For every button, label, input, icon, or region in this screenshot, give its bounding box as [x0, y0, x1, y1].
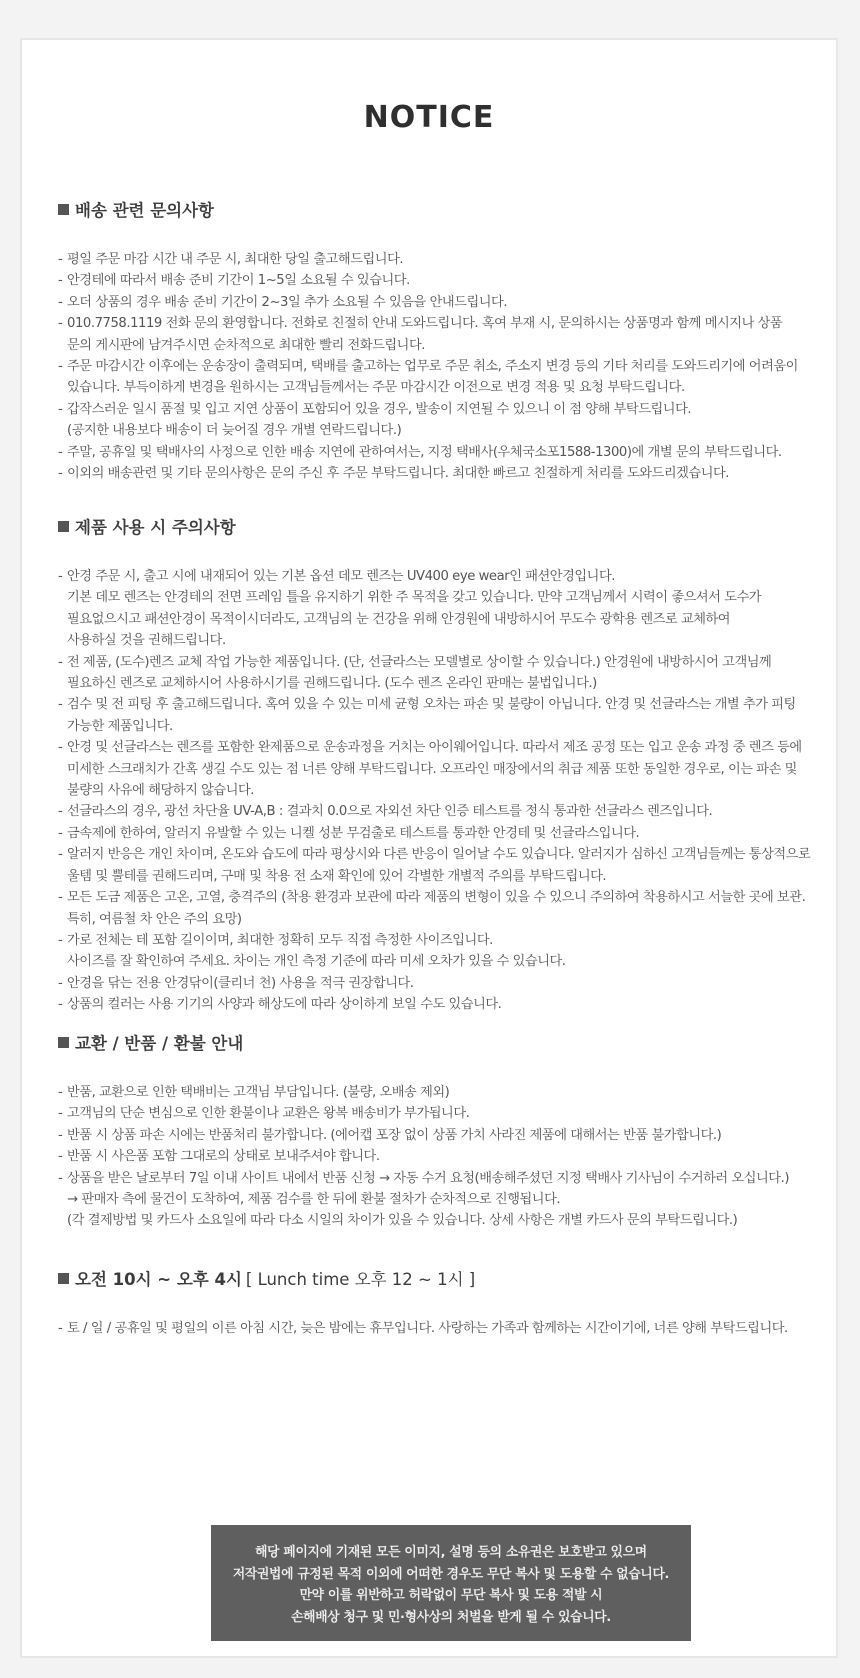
list-item [58, 930, 838, 951]
list-item [58, 1146, 838, 1167]
dash-bullet: - [58, 697, 63, 713]
list-item [58, 587, 838, 608]
list-item-text: 가로 전체는 테 포함 길이이며, 최대한 정확히 모두 직접 측정한 사이즈입니다. [67, 932, 493, 948]
list-item-text: 필요하신 렌즈로 교체하시어 사용하시기를 권해드립니다. (도수 렌즈 온라인 판매는 불법입니다.) [67, 676, 597, 692]
list-item [58, 335, 838, 356]
square-bullet-icon [58, 1037, 69, 1048]
list-item [58, 909, 838, 930]
list-item-text: 검수 및 전 피팅 후 출고해드립니다. 혹여 있을 수 있는 미세 균형 오차는 파손 및 불량이 아닙니다. 안경 및 선글라스는 개별 추가 피팅 [67, 697, 796, 713]
section-items [58, 1318, 838, 1339]
list-item-text: 주말, 공휴일 및 택배사의 사정으로 인한 배송 지연에 관하여서는, 지정 택배사(우체국소포1588-1300)에 개별 문의 부탁드립니다. [67, 444, 782, 460]
list-item-text: 안경테에 따라서 배송 준비 기간이 1~5일 소요될 수 있습니다. [67, 273, 410, 289]
section-heading [58, 1030, 838, 1054]
dash-bullet: - [58, 1106, 63, 1122]
list-item [58, 716, 838, 737]
dash-bullet: - [58, 804, 63, 820]
list-item [58, 823, 838, 844]
list-item-text: 오더 상품의 경우 배송 준비 기간이 2~3일 추가 소요될 수 있음을 안내드립니다. [67, 294, 508, 310]
section-heading-text: 제품 사용 시 주의사항 [75, 518, 236, 537]
list-item-text: 고객님의 단순 변심으로 인한 환불이나 교환은 왕복 배송비가 부가됩니다. [67, 1106, 470, 1122]
list-item [58, 1318, 838, 1339]
list-item [58, 1168, 838, 1189]
list-item-text: 필요없으시고 패션안경이 목적이시더라도, 고객님의 눈 건강을 위해 안경원에 내방하시어 무도수 광학용 렌즈로 교체하여 [67, 611, 731, 627]
page-title: NOTICE [354, 100, 505, 135]
list-item-text: 불량의 사유에 해당하지 않습니다. [67, 783, 255, 799]
section-product-care [58, 514, 838, 1016]
list-item-text: 문의 게시판에 남겨주시면 순차적으로 최대한 빨리 전화드립니다. [67, 337, 425, 353]
section-heading [58, 197, 838, 221]
list-item-text: 모든 도금 제품은 고온, 고열, 충격주의 (착용 환경과 보관에 따라 제품의 변형이 있을 수 있으니 주의하여 착용하시고 서늘한 곳에 보관. [67, 890, 806, 906]
copyright-line: 해당 페이지에 기재된 모든 이미지, 설명 등의 소유권은 보호받고 있으며 [255, 1545, 647, 1560]
list-item [58, 377, 838, 398]
list-item-text: (각 결제방법 및 카드사 소요일에 따라 다소 시일의 차이가 있을 수 있습니다. 상세 사항은 개별 카드사 문의 부탁드립니다.) [67, 1213, 738, 1229]
dash-bullet: - [58, 466, 63, 482]
list-item [58, 759, 838, 780]
dash-bullet: - [58, 740, 63, 756]
list-item [58, 566, 838, 587]
copyright-line: 저작권법에 규정된 목적 이외에 어떠한 경우도 무단 복사 및 도용할 수 없습니다. [232, 1566, 670, 1582]
list-item [58, 420, 838, 441]
dash-bullet: - [58, 294, 63, 310]
list-item-text: 전 제품, (도수)렌즈 교체 작업 가능한 제품입니다. (단, 선글라스는 모델별로 상이할 수 있습니다.) 안경원에 내방하시어 고객님께 [67, 654, 772, 670]
dash-bullet: - [58, 1170, 63, 1186]
list-item [58, 313, 838, 334]
list-item-text: 반품, 교환으로 인한 택배비는 고객님 부담입니다. (불량, 오배송 제외) [67, 1085, 450, 1100]
list-item-text: 가능한 제품입니다. [67, 718, 173, 734]
list-item [58, 249, 838, 270]
section-items [58, 566, 838, 1016]
dash-bullet: - [58, 932, 63, 948]
square-bullet-icon [58, 521, 69, 532]
section-hours [58, 1266, 838, 1339]
dash-bullet: - [58, 359, 63, 375]
list-item [58, 994, 838, 1015]
dash-bullet: - [58, 569, 63, 584]
notice-frame [20, 38, 838, 1658]
dash-bullet: - [58, 444, 63, 460]
section-heading [58, 1266, 838, 1290]
list-item [58, 1103, 838, 1124]
list-item [58, 844, 838, 865]
list-item-text: 상품을 받은 날로부터 7일 이내 사이트 내에서 반품 신청 → 자동 수거 요청(배송해주셨던 지정 택배사 기사님이 수거하러 오십니다.) [67, 1170, 790, 1186]
section-items [58, 1082, 838, 1232]
list-item [58, 673, 838, 694]
dash-bullet: - [58, 1085, 63, 1100]
list-item [58, 292, 838, 313]
section-heading-text: 교환 / 반품 / 환불 안내 [75, 1034, 244, 1053]
list-item-text: 반품 시 사은품 포함 그대로의 상태로 보내주셔야 합니다. [67, 1149, 380, 1165]
dash-bullet: - [58, 890, 63, 906]
list-item [58, 887, 838, 908]
list-item [58, 1210, 838, 1231]
list-item [58, 463, 838, 484]
list-item-text: 010.7758.1119 전화 문의 환영합니다. 전화로 친절히 안내 도와드립니다. 혹여 부재 시, 문의하시는 상품명과 함께 메시지나 상품 [67, 316, 783, 332]
list-item-text: 미세한 스크래치가 간혹 생길 수도 있는 점 너른 양해 부탁드립니다. 오프라인 매장에서의 취급 제품 또한 동일한 경우로, 이는 파손 및 [67, 761, 797, 777]
list-item [58, 630, 838, 651]
list-item [58, 356, 838, 377]
list-item-text: 기본 데모 렌즈는 안경테의 전면 프레임 틀을 유지하기 위한 주 목적을 갖고 있습니다. 만약 고객님께서 시력이 좋으셔서 도수가 [67, 590, 762, 606]
dash-bullet: - [58, 401, 63, 417]
list-item [58, 780, 838, 801]
section-items [58, 249, 838, 484]
list-item-text: 주문 마감시간 이후에는 운송장이 출력되며, 택배를 출고하는 업무로 주문 취소, 주소지 변경 등의 기타 처리를 도와드리기에 어려움이 [67, 359, 798, 375]
list-item-text: 안경 주문 시, 출고 시에 내재되어 있는 기본 옵션 데모 렌즈는 UV400 eye wear인 패션안경입니다. [67, 569, 615, 584]
list-item [58, 270, 838, 291]
dash-bullet: - [58, 997, 63, 1013]
copyright-notice-box [211, 1525, 691, 1641]
title-wrap [22, 100, 836, 135]
list-item-text: 상품의 컬러는 사용 기기의 사양과 해상도에 따라 상이하게 보일 수도 있습니다. [67, 997, 502, 1013]
list-item-text: 특히, 여름철 차 안은 주의 요망) [67, 911, 242, 927]
list-item [58, 1189, 838, 1210]
list-item [58, 801, 838, 822]
list-item [58, 442, 838, 463]
section-heading-text: 오전 10시 ~ 오후 4시 [75, 1270, 242, 1289]
list-item [58, 399, 838, 420]
list-item [58, 737, 838, 758]
list-item [58, 609, 838, 630]
section-shipping [58, 197, 838, 484]
dash-bullet: - [58, 654, 63, 670]
dash-bullet: - [58, 252, 63, 267]
square-bullet-icon [58, 204, 69, 215]
dash-bullet: - [58, 975, 63, 991]
list-item [58, 1125, 838, 1146]
dash-bullet: - [58, 316, 63, 332]
square-bullet-icon [58, 1273, 69, 1284]
dash-bullet: - [58, 847, 63, 863]
list-item [58, 694, 838, 715]
copyright-line: 손해배상 청구 및 민·형사상의 처벌을 받게 될 수 있습니다. [291, 1609, 611, 1625]
list-item-text: 토 / 일 / 공휴일 및 평일의 이른 아침 시간, 늦은 밤에는 휴무입니다. 사랑하는 가족과 함께하는 시간이기에, 너른 양해 부탁드립니다. [67, 1321, 788, 1336]
dash-bullet: - [58, 1149, 63, 1165]
list-item-text: (공지한 내용보다 배송이 더 늦어질 경우 개별 연락드립니다.) [67, 423, 402, 439]
dash-bullet: - [58, 825, 63, 841]
list-item-text: 알러지 반응은 개인 차이며, 온도와 습도에 따라 평상시와 다른 반응이 일어날 수도 있습니다. 알러지가 심하신 고객님들께는 통상적으로 [67, 847, 811, 863]
list-item-text: 사용하실 것을 권해드립니다. [67, 633, 226, 649]
list-item [58, 652, 838, 673]
dash-bullet: - [58, 1321, 63, 1336]
list-item [58, 951, 838, 972]
list-item-text: 반품 시 상품 파손 시에는 반품처리 불가합니다. (에어캡 포장 없이 상품 가치 사라진 제품에 대해서는 반품 불가합니다.) [67, 1127, 722, 1143]
list-item-text: → 판매자 측에 물건이 도착하여, 제품 검수를 한 뒤에 환불 절차가 순차적으로 진행됩니다. [67, 1192, 561, 1208]
section-heading-text: 배송 관련 문의사항 [75, 201, 215, 220]
list-item-text: 평일 주문 마감 시간 내 주문 시, 최대한 당일 출고해드립니다. [67, 252, 404, 267]
list-item-text: 선글라스의 경우, 광선 차단율 UV-A,B : 결과치 0.0으로 자외선 차단 인증 테스트를 정식 통과한 선글라스 렌즈입니다. [67, 804, 713, 820]
list-item [58, 973, 838, 994]
list-item-text: 울템 및 뿔테를 권해드리며, 구매 및 착용 전 소재 확인에 있어 각별한 개별적 주의를 부탁드립니다. [67, 868, 607, 884]
dash-bullet: - [58, 273, 63, 289]
lunch-time-text: [ Lunch time 오후 12 ~ 1시 ] [245, 1270, 476, 1289]
list-item-text: 금속제에 한하여, 알러지 유발할 수 있는 니켈 성분 무검출로 테스트를 통과한 안경테 및 선글라스입니다. [67, 825, 640, 841]
list-item-text: 있습니다. 부득이하게 변경을 원하시는 고객님들께서는 주문 마감시간 이전으로 변경 적용 및 요청 부탁드립니다. [67, 380, 685, 396]
list-item-text: 갑작스러운 일시 품절 및 입고 지연 상품이 포함되어 있을 경우, 발송이 지연될 수 있으니 이 점 양해 부탁드립니다. [67, 401, 692, 417]
section-heading [58, 514, 838, 538]
list-item-text: 이외의 배송관련 및 기타 문의사항은 문의 주신 후 주문 부탁드립니다. 최대한 빠르고 친절하게 처리를 도와드리겠습니다. [67, 466, 730, 482]
dash-bullet: - [58, 1127, 63, 1143]
list-item-text: 사이즈를 잘 확인하여 주세요. 차이는 개인 측정 기준에 따라 미세 오차가 있을 수 있습니다. [67, 954, 566, 970]
copyright-line: 만약 이를 위반하고 허락없이 무단 복사 및 도용 적발 시 [299, 1588, 603, 1603]
list-item [58, 1082, 838, 1103]
list-item-text: 안경 및 선글라스는 렌즈를 포함한 완제품으로 운송과정을 거치는 아이웨어입니다. 따라서 제조 공정 또는 입고 운송 과정 중 렌즈 등에 [67, 740, 802, 756]
list-item-text: 안경을 닦는 전용 안경닦이(클리너 천) 사용을 적극 권장합니다. [67, 975, 414, 991]
list-item [58, 866, 838, 887]
section-exchange-return [58, 1030, 838, 1232]
